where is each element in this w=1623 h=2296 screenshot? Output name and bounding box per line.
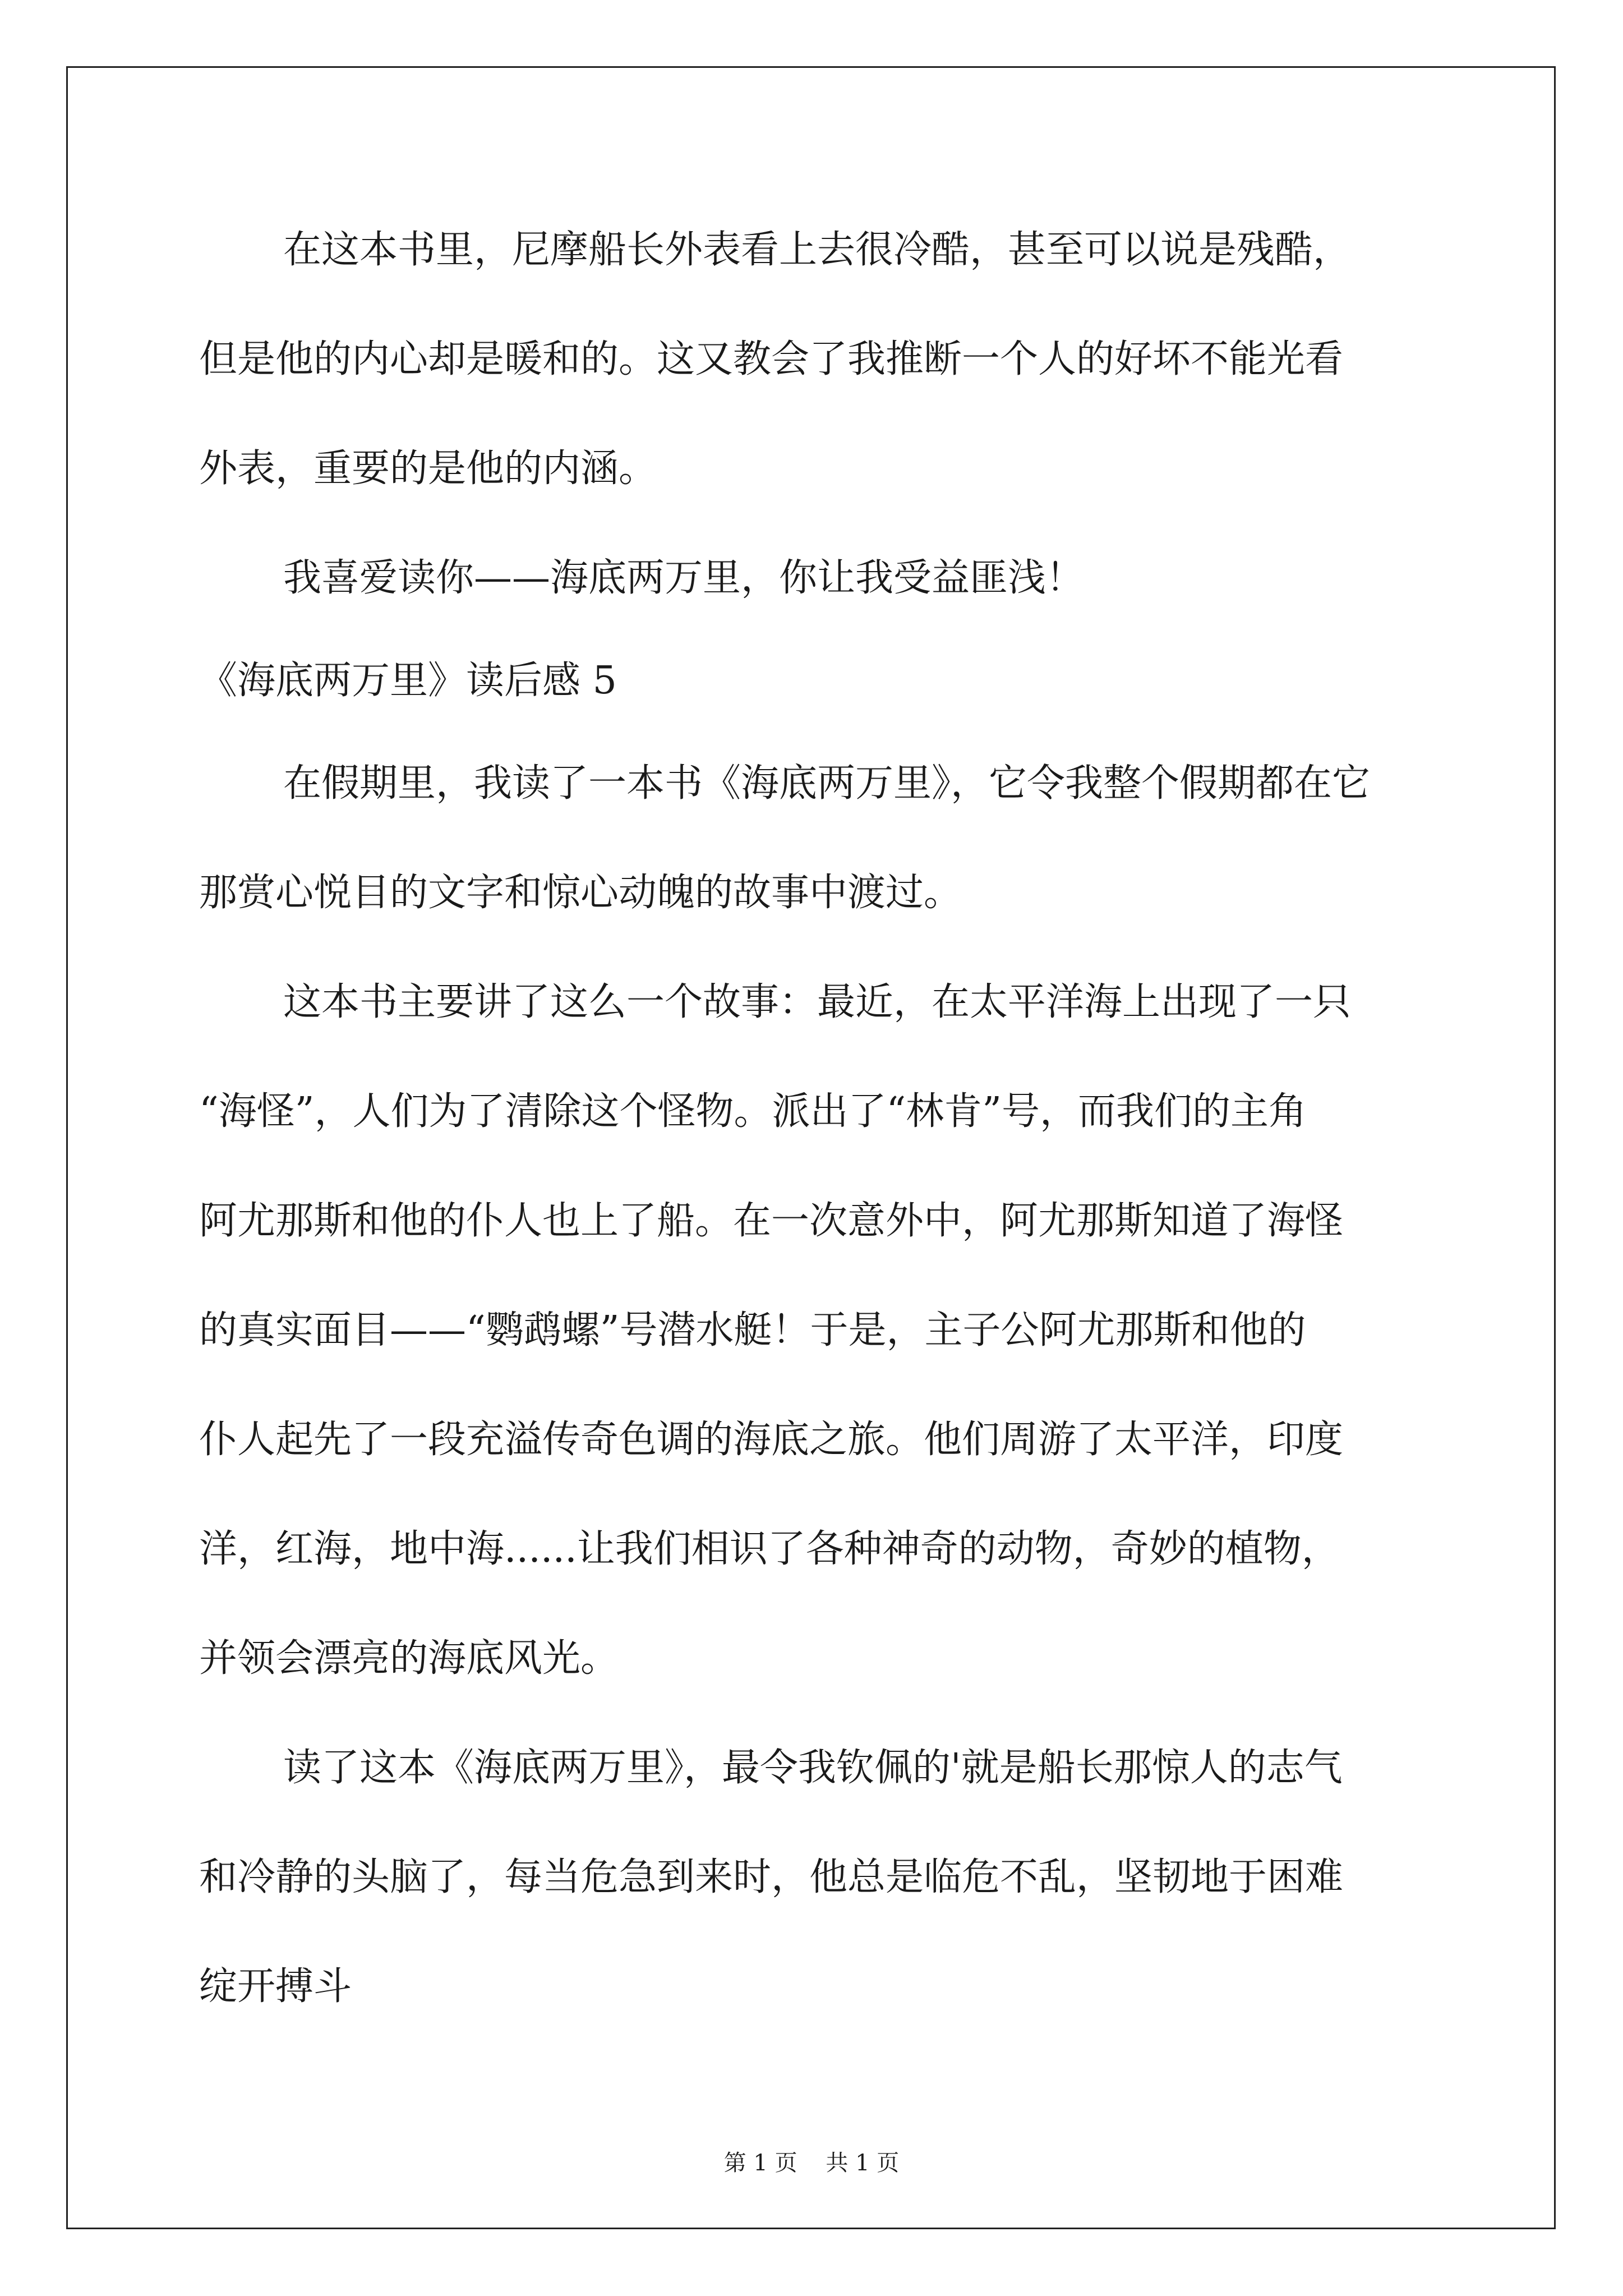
text-line: 但是他的内心却是暖和的。这又教会了我推断一个人的好坏不能光看	[199, 337, 1344, 381]
text-line: 外表，重要的是他的内涵。	[199, 447, 657, 491]
text-line: 那赏心悦目的文字和惊心动魄的故事中渡过。	[199, 871, 962, 915]
page-footer: 第 1 页 共 1 页	[723, 2150, 900, 2176]
text-line: 这本书主要讲了这么一个故事：最近，在太平洋海上出现了一只	[283, 980, 1352, 1024]
text-line: 并领会漂亮的海底风光。	[199, 1636, 619, 1681]
text-line: 读了这本《海底两万里》，最令我钦佩的'就是船长那惊人的志气	[283, 1746, 1343, 1790]
text-line: 我喜爱读你——海底两万里，你让我受益匪浅！	[283, 556, 1085, 600]
text-line: 仆人起先了一段充溢传奇色调的海底之旅。他们周游了太平洋，印度	[199, 1418, 1344, 1462]
text-line: “海怪”，人们为了清除这个怪物。派出了“林肯”号，而我们的主角	[199, 1089, 1307, 1134]
page-border	[66, 66, 1556, 2229]
text-line: 洋，红海，地中海......让我们相识了各种神奇的动物，奇妙的植物，	[199, 1527, 1340, 1571]
text-line: 在假期里，我读了一本书《海底两万里》，它令我整个假期都在它	[283, 761, 1371, 806]
text-line: 绽开搏斗	[199, 1964, 352, 2009]
text-line: 阿尤那斯和他的仆人也上了船。在一次意外中，阿尤那斯知道了海怪	[199, 1199, 1344, 1243]
text-line: 在这本书里，尼摩船长外表看上去很冷酷，甚至可以说是残酷，	[283, 228, 1352, 272]
text-line: 和冷静的头脑了，每当危急到来时，他总是临危不乱，坚韧地于困难	[199, 1855, 1344, 1899]
section-heading: 《海底两万里》读后感 5	[199, 659, 617, 703]
text-line: 的真实面目——“鹦鹉螺”号潜水艇！于是，主子公阿尤那斯和他的	[199, 1308, 1306, 1352]
